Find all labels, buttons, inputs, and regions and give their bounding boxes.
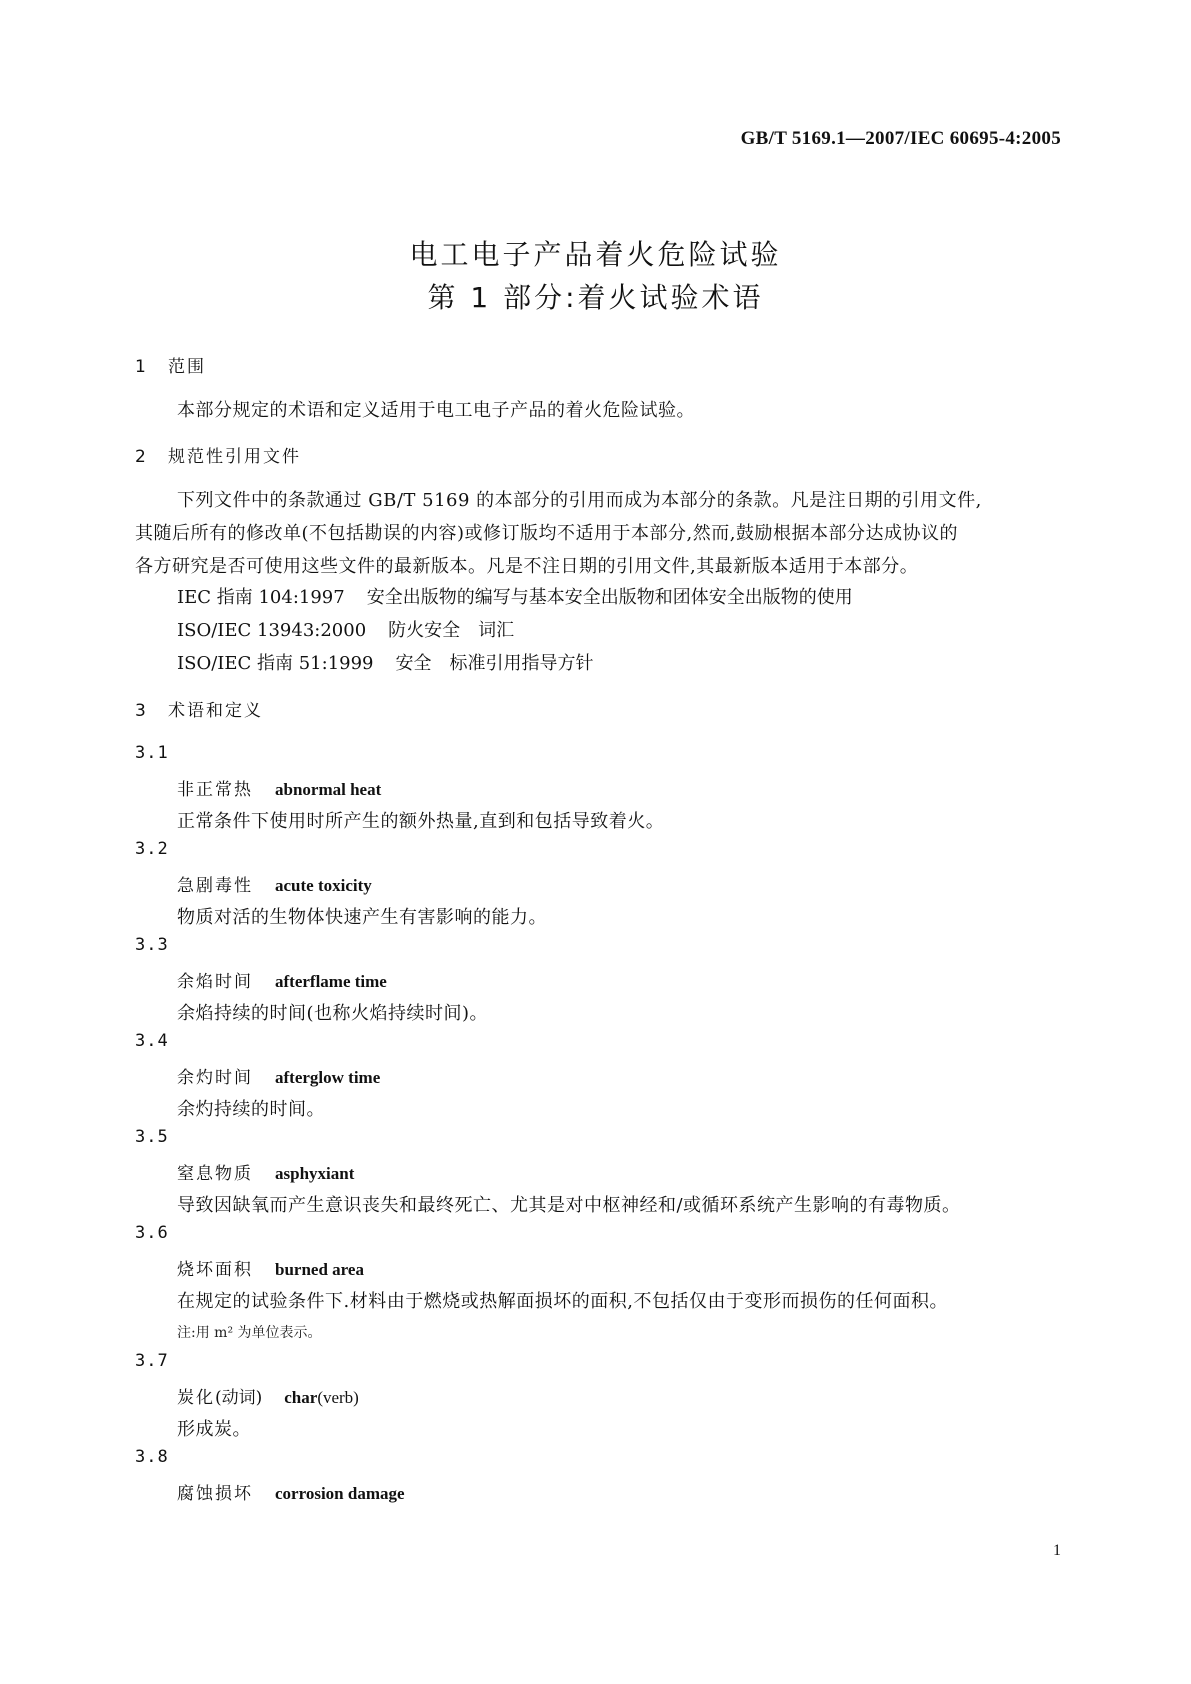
term-name-zh-note: (动词) bbox=[215, 1388, 263, 1408]
term-definition: 余灼持续的时间。 bbox=[177, 1099, 325, 1120]
standard-code: GB/T 5169.1—2007/IEC 60695-4:2005 bbox=[740, 128, 1061, 149]
term-definition: 导致因缺氧而产生意识丧失和最终死亡、尤其是对中枢神经和/或循环系统产生影响的有毒物质。 bbox=[177, 1195, 961, 1216]
document-subtitle: 第 1 部分:着火试验术语 bbox=[427, 281, 764, 314]
term-definition: 在规定的试验条件下.材料由于燃烧或热解面损坏的面积,不包括仅由于变形而损伤的任何面积。 bbox=[177, 1291, 948, 1312]
normative-body-line: 各方研究是否可使用这些文件的最新版本。凡是不注日期的引用文件,其最新版本适用于本部分。 bbox=[135, 556, 919, 577]
document-title: 电工电子产品着火危险试验 bbox=[409, 238, 782, 271]
term-name-zh: 非正常热 bbox=[177, 780, 253, 800]
term-name-en-note: (verb) bbox=[317, 1388, 359, 1407]
term-number: 3.4 bbox=[135, 1031, 169, 1051]
page-number: 1 bbox=[1053, 1542, 1061, 1559]
term-definition: 余焰持续的时间(也称火焰持续时间)。 bbox=[177, 1003, 489, 1024]
term-note: 注:用 m² 为单位表示。 bbox=[177, 1325, 322, 1341]
term-number: 3.6 bbox=[135, 1223, 169, 1243]
scope-body: 本部分规定的术语和定义适用于电工电子产品的着火危险试验。 bbox=[177, 400, 695, 421]
term-name-en: char bbox=[284, 1388, 318, 1407]
term-name-zh: 腐蚀损坏 bbox=[177, 1484, 253, 1504]
section-title: 术语和定义 bbox=[168, 701, 263, 721]
normative-body-line: 下列文件中的条款通过 GB/T 5169 的本部分的引用而成为本部分的条款。凡是注日期的引用文件, bbox=[177, 490, 982, 511]
term-definition: 正常条件下使用时所产生的额外热量,直到和包括导致着火。 bbox=[177, 811, 665, 832]
section-heading-scope bbox=[135, 352, 206, 377]
term-name-zh: 余灼时间 bbox=[177, 1068, 253, 1088]
term-name-zh: 炭化 bbox=[177, 1388, 215, 1408]
term-number: 3.1 bbox=[135, 743, 169, 763]
reference-title: 安全出版物的编写与基本安全出版物和团体安全出版物的使用 bbox=[366, 587, 853, 608]
term-name bbox=[177, 1255, 364, 1280]
term-name-en: asphyxiant bbox=[275, 1164, 355, 1183]
term-name bbox=[177, 1159, 354, 1184]
term-name-zh: 烧坏面积 bbox=[177, 1260, 253, 1280]
term-name-en: acute toxicity bbox=[275, 876, 372, 895]
term-name bbox=[177, 871, 372, 896]
reference-item bbox=[177, 616, 514, 642]
section-number: 1 bbox=[135, 357, 146, 377]
normative-body-line: 其随后所有的修改单(不包括勘误的内容)或修订版均不适用于本部分,然而,鼓励根据本部分达成协议的 bbox=[135, 523, 958, 544]
term-number: 3.3 bbox=[135, 935, 169, 955]
reference-code: ISO/IEC 指南 51:1999 bbox=[177, 653, 374, 674]
term-number: 3.7 bbox=[135, 1351, 169, 1371]
term-name bbox=[177, 775, 381, 800]
term-name-en: afterglow time bbox=[275, 1068, 381, 1087]
section-title: 规范性引用文件 bbox=[168, 447, 301, 467]
term-definition: 物质对活的生物体快速产生有害影响的能力。 bbox=[177, 907, 547, 928]
section-number: 3 bbox=[135, 701, 146, 721]
term-name bbox=[177, 967, 387, 992]
reference-code: ISO/IEC 13943:2000 bbox=[177, 620, 367, 641]
term-name-en: corrosion damage bbox=[275, 1484, 405, 1503]
section-heading-normative bbox=[135, 442, 301, 467]
term-name-zh: 余焰时间 bbox=[177, 972, 253, 992]
section-title: 范围 bbox=[168, 357, 206, 377]
term-definition: 形成炭。 bbox=[177, 1419, 251, 1440]
reference-code: IEC 指南 104:1997 bbox=[177, 587, 345, 608]
term-name bbox=[177, 1479, 405, 1504]
section-heading-terms bbox=[135, 696, 263, 721]
term-number: 3.2 bbox=[135, 839, 169, 859]
term-name-zh: 窒息物质 bbox=[177, 1164, 253, 1184]
term-number: 3.5 bbox=[135, 1127, 169, 1147]
term-name-zh: 急剧毒性 bbox=[177, 876, 253, 896]
section-number: 2 bbox=[135, 447, 146, 467]
reference-item bbox=[177, 649, 594, 675]
reference-item bbox=[177, 583, 853, 609]
reference-title: 防火安全 词汇 bbox=[388, 620, 515, 641]
term-name-en: abnormal heat bbox=[275, 780, 382, 799]
term-name-en: burned area bbox=[275, 1260, 364, 1279]
term-name bbox=[177, 1063, 380, 1088]
reference-title: 安全 标准引用指导方针 bbox=[395, 653, 594, 674]
term-name bbox=[177, 1383, 359, 1408]
term-number: 3.8 bbox=[135, 1447, 169, 1467]
term-name-en: afterflame time bbox=[275, 972, 387, 991]
